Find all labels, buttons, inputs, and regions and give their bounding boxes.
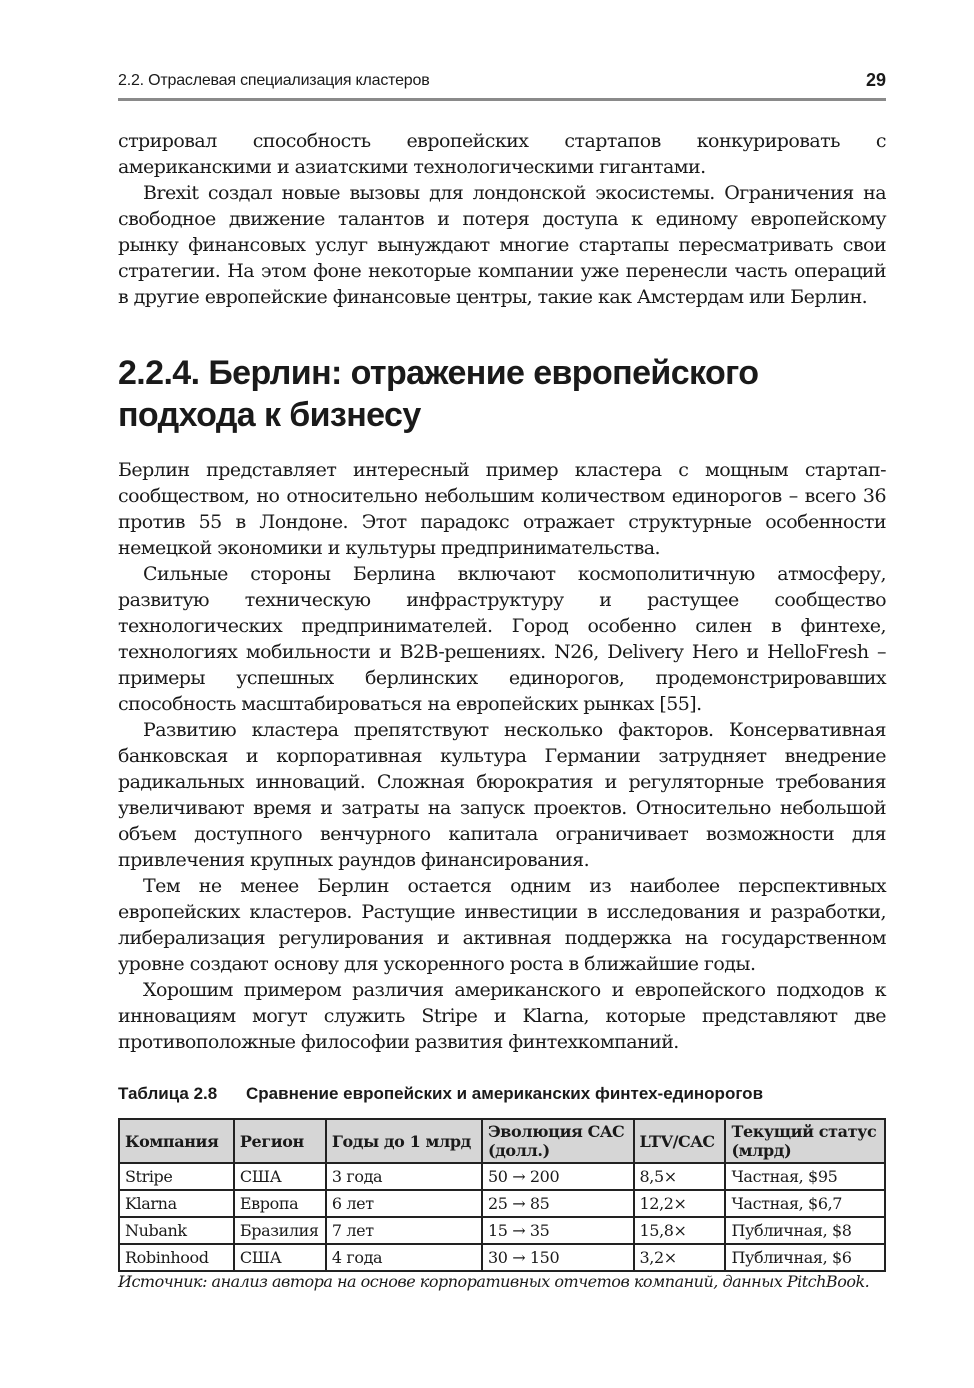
table-caption <box>118 1084 886 1104</box>
cell-cac: 50 → 200 <box>482 1163 634 1190</box>
header-status: Текущий статус (млрд) <box>725 1119 885 1163</box>
header-cac: Эволюция CAC (долл.) <box>482 1119 634 1163</box>
paragraph: Тем не менее Берлин остается одним из наиболее перспективных европейских кластеров. Растущие инвестиции в исследования и разработки, либерализация регулирования и активная поддержка на государственном уровне создают основу для ускоренного роста в ближайшие годы. <box>118 875 886 975</box>
paragraph: стрировал способность европейских стартапов конкурировать с американскими и азиатскими технологическими гигантами. <box>118 130 886 178</box>
cell-ltv-cac: 12,2× <box>634 1190 726 1217</box>
header-years: Годы до 1 млрд <box>326 1119 482 1163</box>
table-number: Таблица 2.8 <box>118 1084 218 1103</box>
header-rule <box>118 98 886 101</box>
paragraph: Сильные стороны Берлина включают космополитичную атмосферу, развитую техническую инфраструктуру и растущее сообщество технологических предпринимателей. Город особенно силен в финтехе, технологиях мобильности и B2B-решениях. N26, Delivery Hero и HelloFresh – примеры успешных берлинских единорогов, продемонстрировавших способность масштабироваться на европейских рынках [55]. <box>118 563 886 715</box>
cell-cac: 30 → 150 <box>482 1244 634 1271</box>
table-header-row <box>119 1119 885 1163</box>
cell-region: Бразилия <box>234 1217 326 1244</box>
table-source-note: Источник: анализ автора на основе корпоративных отчетов компаний, данных PitchBook. <box>118 1272 870 1291</box>
cell-ltv-cac: 3,2× <box>634 1244 726 1271</box>
cell-region: США <box>234 1244 326 1271</box>
text-block-main <box>118 457 886 1055</box>
header-region: Регион <box>234 1119 326 1163</box>
paragraph: Развитию кластера препятствуют несколько факторов. Консервативная банковская и корпоративная культура Германии затрудняет внедрение радикальных инноваций. Сложная бюрократия и регуляторные требования увеличивают время и затраты на запуск проектов. Относительно небольшой объем доступного венчурного капитала ограничивает возможности для привлечения крупных раундов финансирования. <box>118 719 886 871</box>
table-title: Сравнение европейских и американских финтех-единорогов <box>246 1084 764 1103</box>
paragraph: Хорошим примером различия американского и европейского подходов к инновациям могут служить Stripe и Klarna, которые представляют две противоположные философии развития финтехкомпаний. <box>118 979 886 1053</box>
cell-years: 7 лет <box>326 1217 482 1244</box>
table-row <box>119 1217 885 1244</box>
header-ltv-cac: LTV/CAC <box>634 1119 726 1163</box>
section-heading: 2.2.4. Берлин: отражение европейского подхода к бизнесу <box>118 354 759 434</box>
cell-region: США <box>234 1163 326 1190</box>
page-number: 29 <box>865 70 886 90</box>
cell-cac: 25 → 85 <box>482 1190 634 1217</box>
table-row <box>119 1163 885 1190</box>
cell-status: Публичная, $6 <box>725 1244 885 1271</box>
cell-ltv-cac: 15,8× <box>634 1217 726 1244</box>
cell-ltv-cac: 8,5× <box>634 1163 726 1190</box>
table-row <box>119 1244 885 1271</box>
paragraph: Берлин представляет интересный пример кластера с мощным стартап-сообществом, но относительно небольшим количеством единорогов – всего 36 против 55 в Лондоне. Этот парадокс отражает структурные особенности немецкой экономики и культуры предпринимательства. <box>118 459 886 559</box>
cell-status: Частная, $6,7 <box>725 1190 885 1217</box>
table-row <box>119 1190 885 1217</box>
cell-company: Klarna <box>119 1190 234 1217</box>
comparison-table <box>118 1118 886 1272</box>
cell-status: Частная, $95 <box>725 1163 885 1190</box>
cell-company: Stripe <box>119 1163 234 1190</box>
text-block-top <box>118 128 886 310</box>
cell-cac: 15 → 35 <box>482 1217 634 1244</box>
cell-years: 6 лет <box>326 1190 482 1217</box>
running-head <box>118 70 886 94</box>
cell-company: Robinhood <box>119 1244 234 1271</box>
cell-status: Публичная, $8 <box>725 1217 885 1244</box>
cell-region: Европа <box>234 1190 326 1217</box>
cell-years: 3 года <box>326 1163 482 1190</box>
running-head-section-title: 2.2. Отраслевая специализация кластеров <box>118 72 430 89</box>
cell-years: 4 года <box>326 1244 482 1271</box>
cell-company: Nubank <box>119 1217 234 1244</box>
paragraph: Brexit создал новые вызовы для лондонской экосистемы. Ограничения на свободное движение талантов и потеря доступа к единому европейскому рынку финансовых услуг вынуждают многие стартапы пересматривать свои стратегии. На этом фоне некоторые компании уже перенесли часть операций в другие европейские финансовые центры, такие как Амстердам или Берлин. <box>118 182 886 308</box>
header-company: Компания <box>119 1119 234 1163</box>
